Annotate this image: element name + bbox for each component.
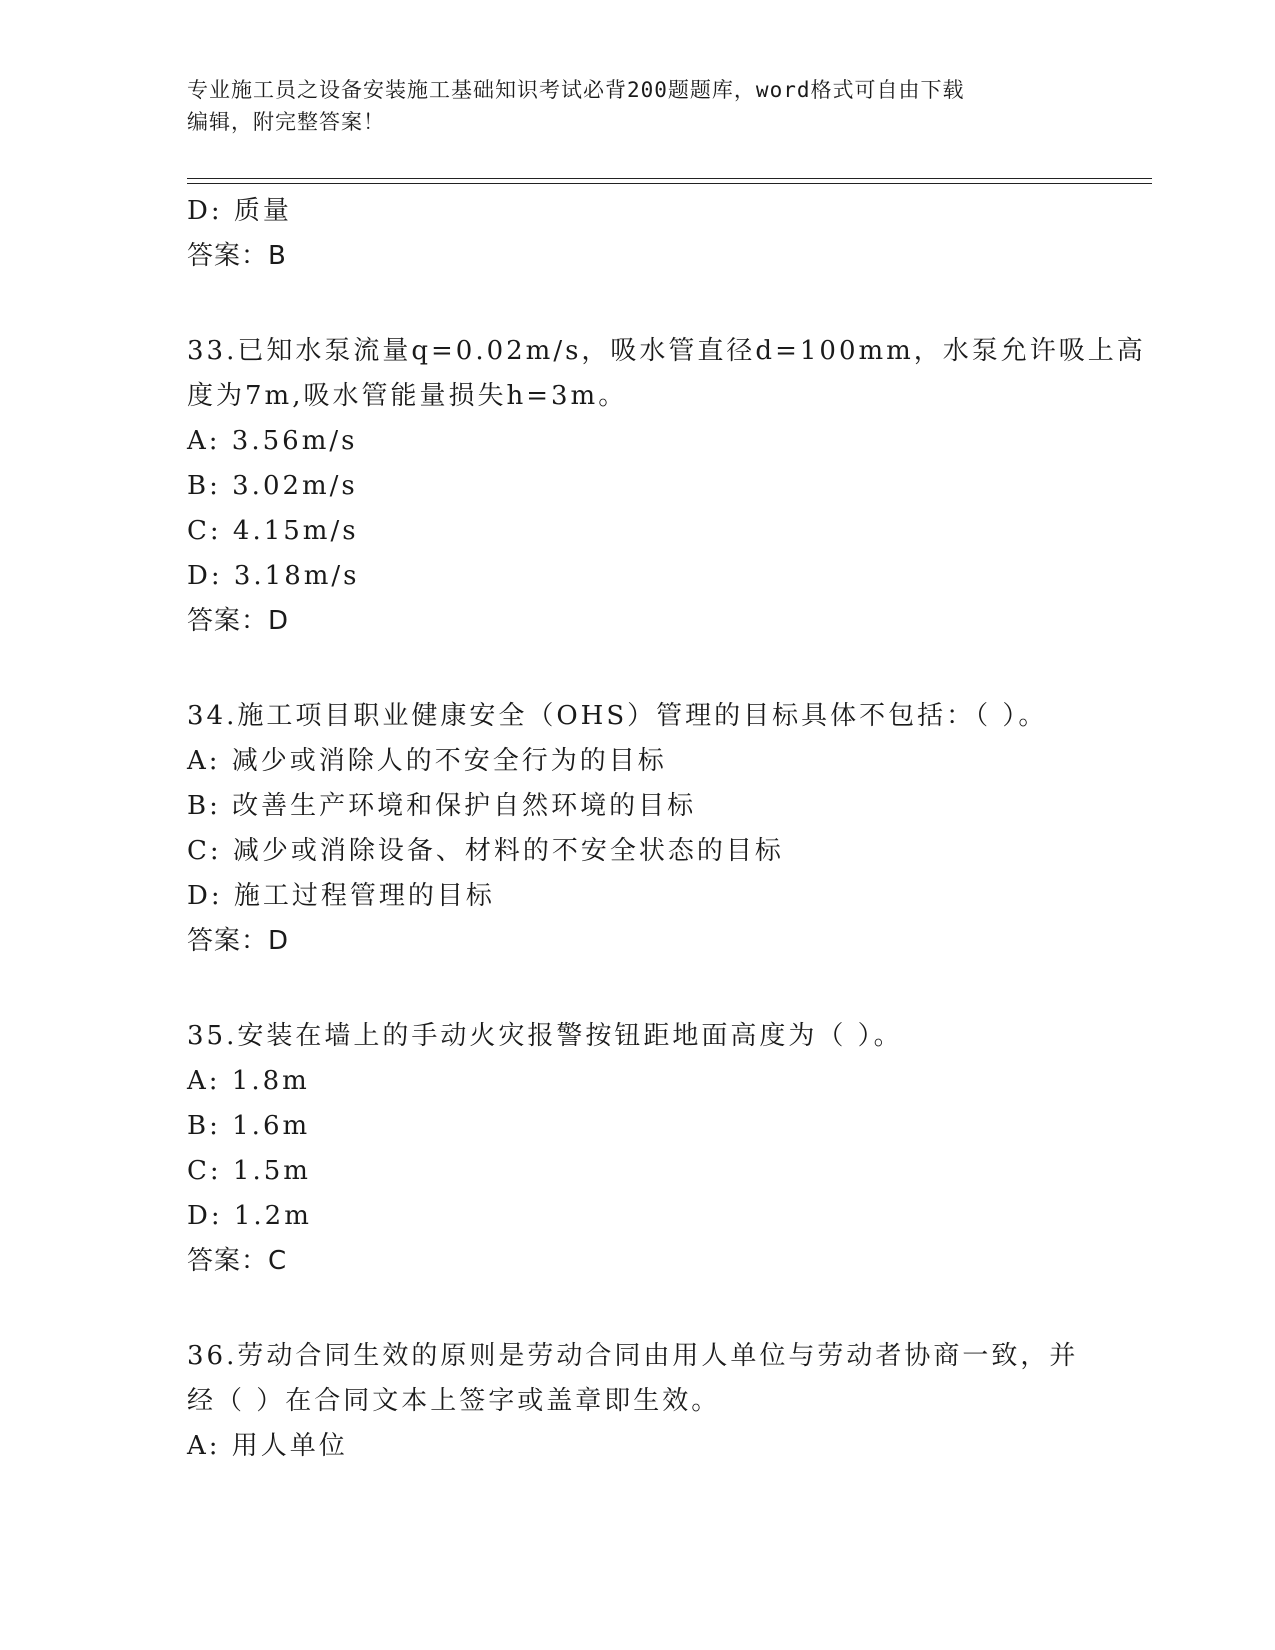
option-b: B: 3.02m/s [187,471,358,501]
header-title-line-1: 专业施工员之设备安装施工基础知识考试必背200题题库，word格式可自由下载 [187,78,965,102]
option-d: D: 质量 [187,196,292,226]
question-36 [187,1334,1087,1469]
question-stem: 度为7m,吸水管能量损失h=3m。 [187,381,628,411]
answer-line: 答案：B [187,241,287,271]
spacer [187,644,1087,694]
option-d: D: 施工过程管理的目标 [187,881,495,911]
option-c: C: 减少或消除设备、材料的不安全状态的目标 [187,836,784,866]
option-c: C: 4.15m/s [187,516,359,546]
header-double-rule [187,178,1152,184]
question-stem: 33.已知水泵流量q=0.02m/s，吸水管直径d=100mm，水泵允许吸上高 [187,336,1146,366]
option-c: C: 1.5m [187,1156,311,1186]
question-33 [187,329,1146,644]
spacer [187,279,1087,329]
spacer [187,964,1087,1014]
answer-line: 答案：D [187,606,290,636]
answer-line: 答案：D [187,926,290,956]
option-a: A: 减少或消除人的不安全行为的目标 [187,746,667,776]
spacer [187,1284,1087,1334]
option-d: D: 3.18m/s [187,561,360,591]
question-35 [187,1014,1087,1284]
option-b: B: 改善生产环境和保护自然环境的目标 [187,791,697,821]
question-stem: 35.安装在墙上的手动火灾报警按钮距地面高度为（ ）。 [187,1021,903,1051]
option-b: B: 1.6m [187,1111,311,1141]
document-header [187,74,1087,138]
question-stem: 经（ ）在合同文本上签字或盖章即生效。 [187,1386,721,1416]
question-32-tail [187,189,1087,279]
question-34 [187,694,1087,964]
option-a: A: 3.56m/s [187,426,358,456]
header-title-line-2: 编辑，附完整答案！ [187,110,385,134]
question-stem: 34.施工项目职业健康安全（OHS）管理的目标具体不包括：（ ）。 [187,701,1048,731]
document-body [187,189,1146,1469]
option-a: A: 1.8m [187,1066,310,1096]
option-d: D: 1.2m [187,1201,312,1231]
option-a: A: 用人单位 [187,1431,348,1461]
question-stem: 36.劳动合同生效的原则是劳动合同由用人单位与劳动者协商一致，并 [187,1341,1079,1371]
answer-line: 答案：C [187,1246,288,1276]
